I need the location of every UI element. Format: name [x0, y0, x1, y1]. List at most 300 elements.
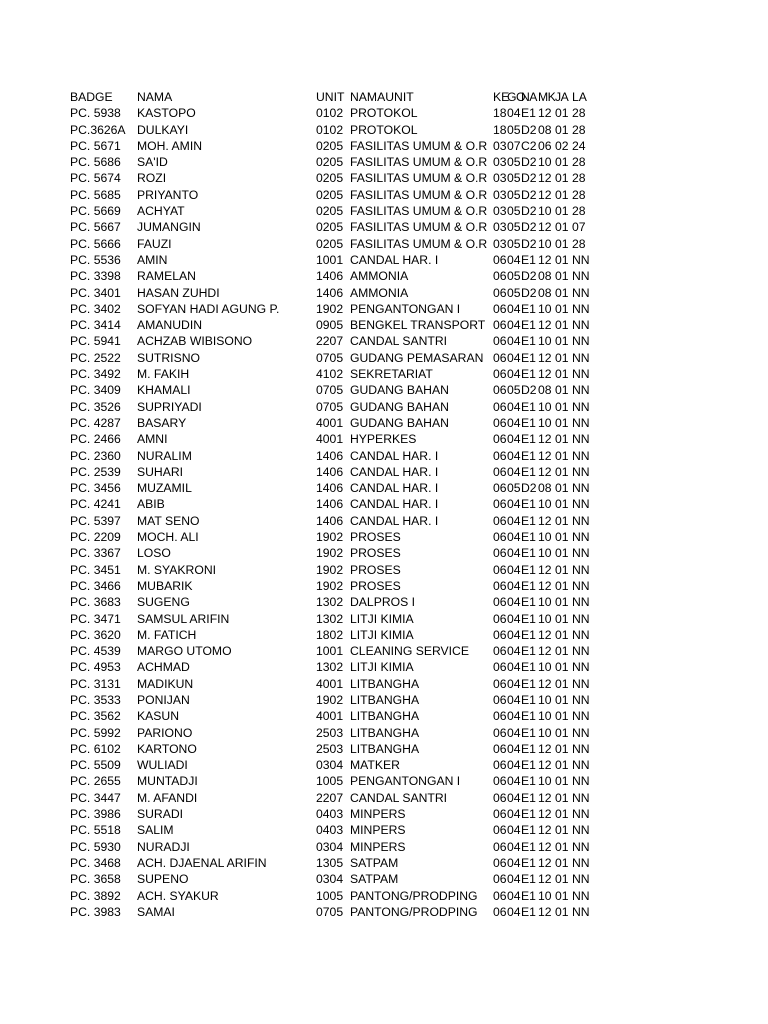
cell-nama-grade: E1 [521, 350, 536, 365]
cell-la: NN [572, 578, 590, 593]
cell-keg: 06 [493, 904, 507, 919]
cell-nama-grade: C2 [521, 138, 537, 153]
cell-namaunit: CANDAL HAR. I [350, 448, 439, 463]
cell-nama-grade: D2 [521, 122, 537, 137]
cell-unit: 0205 [316, 204, 344, 219]
header-badge: BADGE [70, 90, 113, 104]
cell-keg: 06 [493, 318, 507, 333]
cell-mk: 12 [538, 464, 552, 479]
cell-keg: 06 [493, 595, 507, 610]
cell-la: 28 [572, 236, 586, 251]
cell-nama: AMNI [137, 432, 168, 447]
cell-la: 28 [572, 122, 586, 137]
cell-la: NN [572, 888, 590, 903]
cell-la: NN [572, 644, 590, 659]
cell-namaunit: GUDANG BAHAN [350, 399, 449, 414]
cell-nama-grade: E1 [521, 415, 536, 430]
cell-nama-grade: E1 [521, 595, 536, 610]
cell-ja: 01 [555, 741, 569, 756]
cell-nama: M. SYAKRONI [137, 562, 217, 577]
cell-keg: 06 [493, 481, 507, 496]
cell-mk: 12 [538, 807, 552, 822]
cell-keg: 06 [493, 611, 507, 626]
cell-mk: 12 [538, 350, 552, 365]
cell-mk: 12 [538, 318, 552, 333]
cell-ja: 01 [555, 497, 569, 512]
cell-badge: PC. 3401 [70, 285, 121, 300]
cell-ja: 02 [555, 138, 569, 153]
cell-gol: 04 [507, 774, 521, 789]
cell-ja: 01 [555, 187, 569, 202]
cell-unit: 1406 [316, 513, 344, 528]
cell-la: 07 [572, 220, 586, 235]
cell-nama-grade: D2 [521, 481, 537, 496]
cell-nama: PRIYANTO [137, 187, 199, 202]
cell-nama: M. FATICH [137, 627, 197, 642]
cell-nama: SUTRISNO [137, 350, 200, 365]
cell-keg: 06 [493, 725, 507, 740]
cell-nama: SUPRIYADI [137, 399, 202, 414]
cell-badge: PC. 2539 [70, 464, 121, 479]
cell-keg: 03 [493, 155, 507, 170]
cell-ja: 01 [555, 513, 569, 528]
cell-mk: 10 [538, 155, 552, 170]
cell-unit: 1302 [316, 595, 344, 610]
cell-namaunit: SATPAM [350, 872, 399, 887]
cell-ja: 01 [555, 692, 569, 707]
cell-ja: 01 [555, 334, 569, 349]
cell-nama: ACH. DJAENAL ARIFIN [137, 855, 267, 870]
cell-unit: 0205 [316, 171, 344, 186]
cell-namaunit: PROTOKOL [350, 122, 418, 137]
cell-gol: 04 [507, 513, 521, 528]
cell-keg: 18 [493, 122, 507, 137]
cell-gol: 04 [507, 546, 521, 561]
cell-namaunit: PROSES [350, 562, 401, 577]
cell-unit: 1406 [316, 464, 344, 479]
cell-badge: PC. 5536 [70, 252, 121, 267]
cell-badge: PC. 3468 [70, 855, 121, 870]
cell-mk: 10 [538, 301, 552, 316]
cell-gol: 04 [507, 807, 521, 822]
cell-keg: 06 [493, 285, 507, 300]
cell-namaunit: AMMONIA [350, 269, 409, 284]
cell-namaunit: LITBANGHA [350, 692, 420, 707]
cell-badge: PC. 3526 [70, 399, 121, 414]
cell-badge: PC. 5930 [70, 839, 121, 854]
cell-la: NN [572, 758, 590, 773]
cell-keg: 06 [493, 774, 507, 789]
cell-mk: 12 [538, 562, 552, 577]
cell-gol: 05 [507, 122, 521, 137]
cell-la: NN [572, 481, 590, 496]
cell-unit: 1406 [316, 481, 344, 496]
cell-la: 24 [572, 138, 586, 153]
cell-gol: 04 [507, 464, 521, 479]
cell-mk: 10 [538, 236, 552, 251]
cell-badge: PC. 3986 [70, 807, 121, 822]
cell-unit: 1005 [316, 774, 344, 789]
cell-namaunit: AMMONIA [350, 285, 409, 300]
cell-ja: 01 [555, 872, 569, 887]
cell-gol: 05 [507, 285, 521, 300]
cell-gol: 04 [507, 692, 521, 707]
cell-gol: 05 [507, 481, 521, 496]
cell-ja: 01 [555, 595, 569, 610]
cell-ja: 01 [555, 122, 569, 137]
cell-keg: 06 [493, 464, 507, 479]
cell-nama: FAUZI [137, 236, 172, 251]
cell-unit: 0705 [316, 383, 344, 398]
cell-ja: 01 [555, 823, 569, 838]
cell-ja: 01 [555, 432, 569, 447]
cell-la: NN [572, 725, 590, 740]
cell-keg: 06 [493, 432, 507, 447]
cell-nama: KASUN [137, 709, 179, 724]
cell-keg: 06 [493, 301, 507, 316]
cell-unit: 1302 [316, 611, 344, 626]
cell-nama-grade: E1 [521, 578, 536, 593]
cell-keg: 06 [493, 513, 507, 528]
cell-keg: 06 [493, 546, 507, 561]
cell-badge: PC. 3402 [70, 301, 121, 316]
cell-nama: SAMSUL ARIFIN [137, 611, 230, 626]
cell-unit: 4102 [316, 367, 344, 382]
cell-keg: 06 [493, 334, 507, 349]
cell-gol: 04 [507, 888, 521, 903]
cell-gol: 04 [507, 725, 521, 740]
cell-ja: 01 [555, 285, 569, 300]
cell-mk: 10 [538, 611, 552, 626]
cell-namaunit: FASILITAS UMUM & O.R [350, 236, 488, 251]
cell-nama-grade: E1 [521, 334, 536, 349]
cell-nama: JUMANGIN [137, 220, 201, 235]
cell-unit: 0102 [316, 122, 344, 137]
cell-unit: 4001 [316, 709, 344, 724]
cell-mk: 10 [538, 660, 552, 675]
cell-badge: PC. 3562 [70, 709, 121, 724]
cell-unit: 0705 [316, 350, 344, 365]
cell-namaunit: LITJI KIMIA [350, 611, 414, 626]
cell-nama-grade: D2 [521, 383, 537, 398]
cell-ja: 01 [555, 252, 569, 267]
cell-gol: 04 [507, 660, 521, 675]
cell-unit: 0205 [316, 236, 344, 251]
cell-namaunit: PANTONG/PRODPING [350, 904, 478, 919]
cell-unit: 0403 [316, 823, 344, 838]
cell-unit: 1001 [316, 252, 344, 267]
cell-la: NN [572, 709, 590, 724]
cell-nama-grade: E1 [521, 888, 536, 903]
cell-la: 28 [572, 204, 586, 219]
cell-ja: 01 [555, 904, 569, 919]
cell-badge: PC. 2655 [70, 774, 121, 789]
cell-la: NN [572, 252, 590, 267]
cell-la: NN [572, 823, 590, 838]
cell-badge: PC. 3983 [70, 904, 121, 919]
cell-nama-grade: D2 [521, 171, 537, 186]
cell-unit: 1902 [316, 530, 344, 545]
cell-keg: 06 [493, 530, 507, 545]
cell-badge: PC. 4539 [70, 644, 121, 659]
cell-mk: 12 [538, 839, 552, 854]
cell-keg: 18 [493, 106, 507, 121]
cell-la: NN [572, 415, 590, 430]
cell-ja: 01 [555, 725, 569, 740]
cell-keg: 06 [493, 415, 507, 430]
cell-badge: PC. 5509 [70, 758, 121, 773]
cell-mk: 10 [538, 888, 552, 903]
cell-namaunit: GUDANG BAHAN [350, 383, 449, 398]
cell-nama: MOCH. ALI [137, 530, 199, 545]
cell-la: 28 [572, 155, 586, 170]
cell-ja: 01 [555, 171, 569, 186]
cell-namaunit: DALPROS I [350, 595, 416, 610]
cell-unit: 0205 [316, 220, 344, 235]
cell-ja: 01 [555, 774, 569, 789]
cell-mk: 12 [538, 578, 552, 593]
cell-nama: SOFYAN HADI AGUNG P. [137, 301, 280, 316]
cell-badge: PC. 5397 [70, 513, 121, 528]
cell-keg: 03 [493, 138, 507, 153]
cell-unit: 1902 [316, 546, 344, 561]
cell-gol: 04 [507, 627, 521, 642]
cell-badge: PC. 5938 [70, 106, 121, 121]
cell-mk: 12 [538, 187, 552, 202]
cell-mk: 10 [538, 595, 552, 610]
cell-ja: 01 [555, 660, 569, 675]
cell-keg: 06 [493, 676, 507, 691]
cell-keg: 06 [493, 839, 507, 854]
cell-namaunit: CANDAL SANTRI [350, 790, 448, 805]
cell-la: NN [572, 741, 590, 756]
cell-gol: 04 [507, 676, 521, 691]
cell-unit: 4001 [316, 676, 344, 691]
cell-namaunit: GUDANG PEMASARAN [350, 350, 484, 365]
cell-ja: 01 [555, 481, 569, 496]
cell-mk: 12 [538, 676, 552, 691]
cell-badge: PC. 4241 [70, 497, 121, 512]
cell-badge: PC. 3447 [70, 790, 121, 805]
cell-mk: 12 [538, 790, 552, 805]
cell-nama-grade: E1 [521, 807, 536, 822]
cell-nama: ACH. SYAKUR [137, 888, 219, 903]
cell-ja: 01 [555, 839, 569, 854]
cell-la: NN [572, 692, 590, 707]
cell-ja: 01 [555, 155, 569, 170]
header-ja: JA [555, 90, 569, 104]
cell-la: NN [572, 790, 590, 805]
cell-ja: 01 [555, 367, 569, 382]
cell-gol: 04 [507, 872, 521, 887]
cell-badge: PC. 3367 [70, 546, 121, 561]
cell-unit: 0304 [316, 872, 344, 887]
cell-nama-grade: E1 [521, 367, 536, 382]
cell-namaunit: HYPERKES [350, 432, 417, 447]
cell-nama: KARTONO [137, 741, 197, 756]
cell-nama: PONIJAN [137, 692, 190, 707]
cell-namaunit: BENGKEL TRANSPORT [350, 318, 486, 333]
cell-mk: 12 [538, 171, 552, 186]
cell-ja: 01 [555, 269, 569, 284]
cell-keg: 03 [493, 220, 507, 235]
cell-nama: AMIN [137, 252, 168, 267]
cell-gol: 04 [507, 448, 521, 463]
cell-mk: 10 [538, 204, 552, 219]
header-la: LA [572, 90, 587, 104]
cell-nama: MADIKUN [137, 676, 194, 691]
cell-nama-grade: E1 [521, 546, 536, 561]
cell-keg: 03 [493, 204, 507, 219]
cell-nama-grade: E1 [521, 448, 536, 463]
cell-ja: 01 [555, 758, 569, 773]
cell-ja: 01 [555, 464, 569, 479]
cell-nama-grade: E1 [521, 774, 536, 789]
cell-nama-grade: E1 [521, 530, 536, 545]
cell-badge: PC. 4287 [70, 415, 121, 430]
cell-namaunit: CLEANING SERVICE [350, 644, 469, 659]
cell-namaunit: CANDAL HAR. I [350, 481, 439, 496]
cell-nama-grade: D2 [521, 269, 537, 284]
cell-ja: 01 [555, 318, 569, 333]
cell-la: NN [572, 318, 590, 333]
cell-gol: 04 [507, 758, 521, 773]
cell-mk: 12 [538, 220, 552, 235]
cell-nama-grade: E1 [521, 872, 536, 887]
cell-la: 28 [572, 187, 586, 202]
cell-la: NN [572, 807, 590, 822]
cell-keg: 06 [493, 692, 507, 707]
cell-nama: SUGENG [137, 595, 190, 610]
cell-gol: 05 [507, 171, 521, 186]
cell-unit: 1001 [316, 644, 344, 659]
cell-namaunit: MINPERS [350, 807, 406, 822]
cell-nama-grade: D2 [521, 187, 537, 202]
cell-nama-grade: E1 [521, 660, 536, 675]
cell-nama: SUHARI [137, 464, 184, 479]
cell-nama: SA'ID [137, 155, 168, 170]
cell-nama-grade: E1 [521, 692, 536, 707]
cell-keg: 03 [493, 187, 507, 202]
cell-keg: 06 [493, 660, 507, 675]
cell-namaunit: LITBANGHA [350, 741, 420, 756]
cell-la: NN [572, 432, 590, 447]
cell-nama-grade: E1 [521, 399, 536, 414]
cell-mk: 06 [538, 138, 552, 153]
cell-unit: 1902 [316, 562, 344, 577]
cell-keg: 06 [493, 888, 507, 903]
cell-keg: 06 [493, 448, 507, 463]
cell-badge: PC. 5674 [70, 171, 121, 186]
cell-keg: 06 [493, 383, 507, 398]
cell-namaunit: LITBANGHA [350, 709, 420, 724]
cell-gol: 04 [507, 709, 521, 724]
cell-nama: ROZI [137, 171, 167, 186]
cell-la: NN [572, 350, 590, 365]
header-nam: NA [521, 90, 537, 104]
cell-la: NN [572, 301, 590, 316]
cell-nama-grade: E1 [521, 839, 536, 854]
header-keg: KE [493, 90, 510, 104]
cell-ja: 01 [555, 350, 569, 365]
cell-la: NN [572, 497, 590, 512]
cell-mk: 12 [538, 367, 552, 382]
cell-gol: 04 [507, 644, 521, 659]
cell-keg: 06 [493, 709, 507, 724]
cell-namaunit: CANDAL HAR. I [350, 513, 439, 528]
cell-badge: PC. 5685 [70, 187, 121, 202]
cell-keg: 06 [493, 823, 507, 838]
cell-la: NN [572, 855, 590, 870]
cell-keg: 06 [493, 350, 507, 365]
cell-namaunit: LITBANGHA [350, 725, 420, 740]
cell-nama: HASAN ZUHDI [137, 285, 220, 300]
cell-gol: 04 [507, 741, 521, 756]
cell-badge: PC. 3471 [70, 611, 121, 626]
header-gol: GO [507, 90, 525, 104]
cell-namaunit: LITBANGHA [350, 676, 420, 691]
cell-unit: 2207 [316, 334, 344, 349]
cell-gol: 04 [507, 106, 521, 121]
header-mk: MK [538, 90, 556, 104]
cell-nama: KHAMALI [137, 383, 191, 398]
cell-unit: 1902 [316, 301, 344, 316]
cell-nama-grade: D2 [521, 204, 537, 219]
cell-unit: 0205 [316, 138, 344, 153]
cell-mk: 08 [538, 481, 552, 496]
cell-namaunit: CANDAL HAR. I [350, 464, 439, 479]
cell-namaunit: LITJI KIMIA [350, 627, 414, 642]
cell-nama: ABIB [137, 497, 165, 512]
cell-nama: MARGO UTOMO [137, 644, 232, 659]
cell-la: NN [572, 611, 590, 626]
cell-gol: 05 [507, 155, 521, 170]
cell-badge: PC. 3658 [70, 872, 121, 887]
cell-namaunit: FASILITAS UMUM & O.R [350, 220, 488, 235]
cell-gol: 07 [507, 138, 521, 153]
cell-nama-grade: D2 [521, 236, 537, 251]
cell-badge: PC. 3466 [70, 578, 121, 593]
cell-la: NN [572, 464, 590, 479]
cell-unit: 1902 [316, 692, 344, 707]
cell-la: NN [572, 334, 590, 349]
cell-nama-grade: E1 [521, 855, 536, 870]
cell-la: NN [572, 872, 590, 887]
cell-badge: PC. 6102 [70, 741, 121, 756]
cell-gol: 04 [507, 904, 521, 919]
cell-la: 28 [572, 171, 586, 186]
cell-nama: MUNTADJI [137, 774, 198, 789]
cell-la: NN [572, 676, 590, 691]
cell-nama: NURADJI [137, 839, 190, 854]
cell-nama-grade: E1 [521, 432, 536, 447]
cell-unit: 2503 [316, 725, 344, 740]
cell-mk: 12 [538, 758, 552, 773]
cell-unit: 0403 [316, 807, 344, 822]
cell-la: NN [572, 595, 590, 610]
cell-badge: PC. 5686 [70, 155, 121, 170]
cell-badge: PC. 5667 [70, 220, 121, 235]
cell-unit: 0205 [316, 155, 344, 170]
cell-unit: 0205 [316, 187, 344, 202]
cell-gol: 04 [507, 855, 521, 870]
cell-namaunit: FASILITAS UMUM & O.R [350, 155, 488, 170]
header-unit: UNIT [316, 90, 345, 104]
cell-keg: 06 [493, 562, 507, 577]
cell-keg: 06 [493, 627, 507, 642]
cell-unit: 0304 [316, 839, 344, 854]
cell-nama: AMANUDIN [137, 318, 203, 333]
